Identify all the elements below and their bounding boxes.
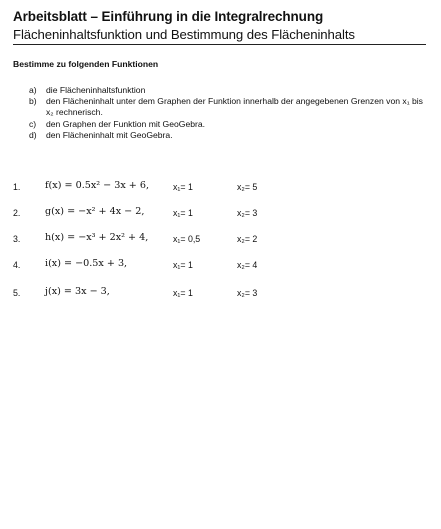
task-text: den Flächeninhalt unter dem Graphen der Funktion innerhalb der angegebenen Grenzen von x₁ bis x₂ rechnerisch. bbox=[46, 96, 423, 118]
task-text: den Graphen der Funktion mit GeoGebra. bbox=[46, 118, 206, 129]
lower-bound: x₁= 1 bbox=[173, 208, 193, 218]
upper-bound: x₂= 5 bbox=[237, 182, 258, 192]
problem-number: 2. bbox=[13, 208, 21, 218]
task-text: die Flächeninhaltsfunktion bbox=[46, 85, 146, 95]
problem-row-3 bbox=[13, 232, 433, 246]
task-item-d bbox=[29, 130, 424, 141]
task-item-c bbox=[29, 119, 424, 130]
problem-row-1 bbox=[13, 180, 433, 194]
function-expression: h(x) = −x³ + 2x² + 4, bbox=[45, 232, 149, 243]
task-item-a bbox=[29, 85, 424, 96]
problem-number: 4. bbox=[13, 260, 21, 270]
task-letter: a) bbox=[29, 85, 37, 95]
upper-bound: x₂= 3 bbox=[237, 208, 258, 218]
task-text: den Flächeninhalt mit GeoGebra. bbox=[46, 129, 173, 140]
task-list bbox=[29, 85, 424, 141]
function-expression: f(x) = 0.5x² − 3x + 6, bbox=[45, 180, 150, 191]
page-subtitle: Flächeninhaltsfunktion und Bestimmung des Flächeninhalts bbox=[13, 27, 355, 42]
upper-bound: x₂= 3 bbox=[237, 288, 258, 298]
upper-bound: x₂= 4 bbox=[237, 260, 258, 270]
lower-bound: x₁= 0,5 bbox=[173, 234, 201, 244]
task-letter: d) bbox=[29, 129, 37, 140]
function-expression: g(x) = −x² + 4x − 2, bbox=[45, 206, 145, 217]
page-title: Arbeitsblatt – Einführung in die Integralrechnung bbox=[13, 9, 324, 24]
problem-row-4 bbox=[13, 258, 433, 272]
task-item-b bbox=[29, 96, 424, 118]
task-letter: b) bbox=[29, 96, 37, 107]
problem-row-2 bbox=[13, 206, 433, 220]
function-expression: i(x) = −0.5x + 3, bbox=[45, 258, 128, 269]
header-divider bbox=[13, 44, 426, 45]
problem-number: 1. bbox=[13, 182, 21, 192]
lower-bound: x₁= 1 bbox=[173, 182, 193, 192]
upper-bound: x₂= 2 bbox=[237, 234, 258, 244]
lower-bound: x₁= 1 bbox=[173, 288, 193, 298]
problem-row-5 bbox=[13, 286, 433, 300]
problem-number: 5. bbox=[13, 288, 21, 298]
task-letter: c) bbox=[29, 118, 37, 129]
lower-bound: x₁= 1 bbox=[173, 260, 193, 270]
instruction-heading: Bestimme zu folgenden Funktionen bbox=[13, 59, 159, 69]
problem-number: 3. bbox=[13, 234, 21, 244]
function-expression: j(x) = 3x − 3, bbox=[45, 286, 110, 297]
